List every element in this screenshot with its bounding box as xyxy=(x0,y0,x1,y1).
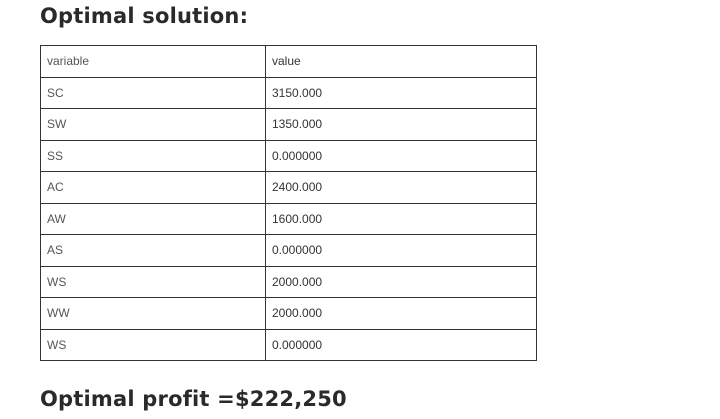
value-cell: 2400.000 xyxy=(266,172,537,204)
variable-cell: WS xyxy=(41,266,266,298)
solution-table xyxy=(40,45,537,361)
column-header-value: value xyxy=(266,46,537,78)
optimal-profit-text: Optimal profit =$222,250 xyxy=(40,387,347,411)
table-row xyxy=(41,329,537,361)
variable-cell: AC xyxy=(41,172,266,204)
table-row xyxy=(41,235,537,267)
page-title: Optimal solution: xyxy=(40,4,249,28)
value-cell: 3150.000 xyxy=(266,77,537,109)
value-cell: 2000.000 xyxy=(266,266,537,298)
value-cell: 2000.000 xyxy=(266,298,537,330)
table-row xyxy=(41,266,537,298)
table-row xyxy=(41,109,537,141)
value-cell: 0.000000 xyxy=(266,140,537,172)
value-cell: 0.000000 xyxy=(266,235,537,267)
table-row xyxy=(41,77,537,109)
variable-cell: WW xyxy=(41,298,266,330)
table-row xyxy=(41,140,537,172)
value-cell: 0.000000 xyxy=(266,329,537,361)
variable-cell: SS xyxy=(41,140,266,172)
table-row xyxy=(41,203,537,235)
variable-cell: WS xyxy=(41,329,266,361)
value-cell: 1600.000 xyxy=(266,203,537,235)
variable-cell: AW xyxy=(41,203,266,235)
variable-cell: SW xyxy=(41,109,266,141)
variable-cell: SC xyxy=(41,77,266,109)
variable-cell: AS xyxy=(41,235,266,267)
column-header-variable: variable xyxy=(41,46,266,78)
table-row xyxy=(41,298,537,330)
table-row xyxy=(41,172,537,204)
table-header-row xyxy=(41,46,537,78)
value-cell: 1350.000 xyxy=(266,109,537,141)
